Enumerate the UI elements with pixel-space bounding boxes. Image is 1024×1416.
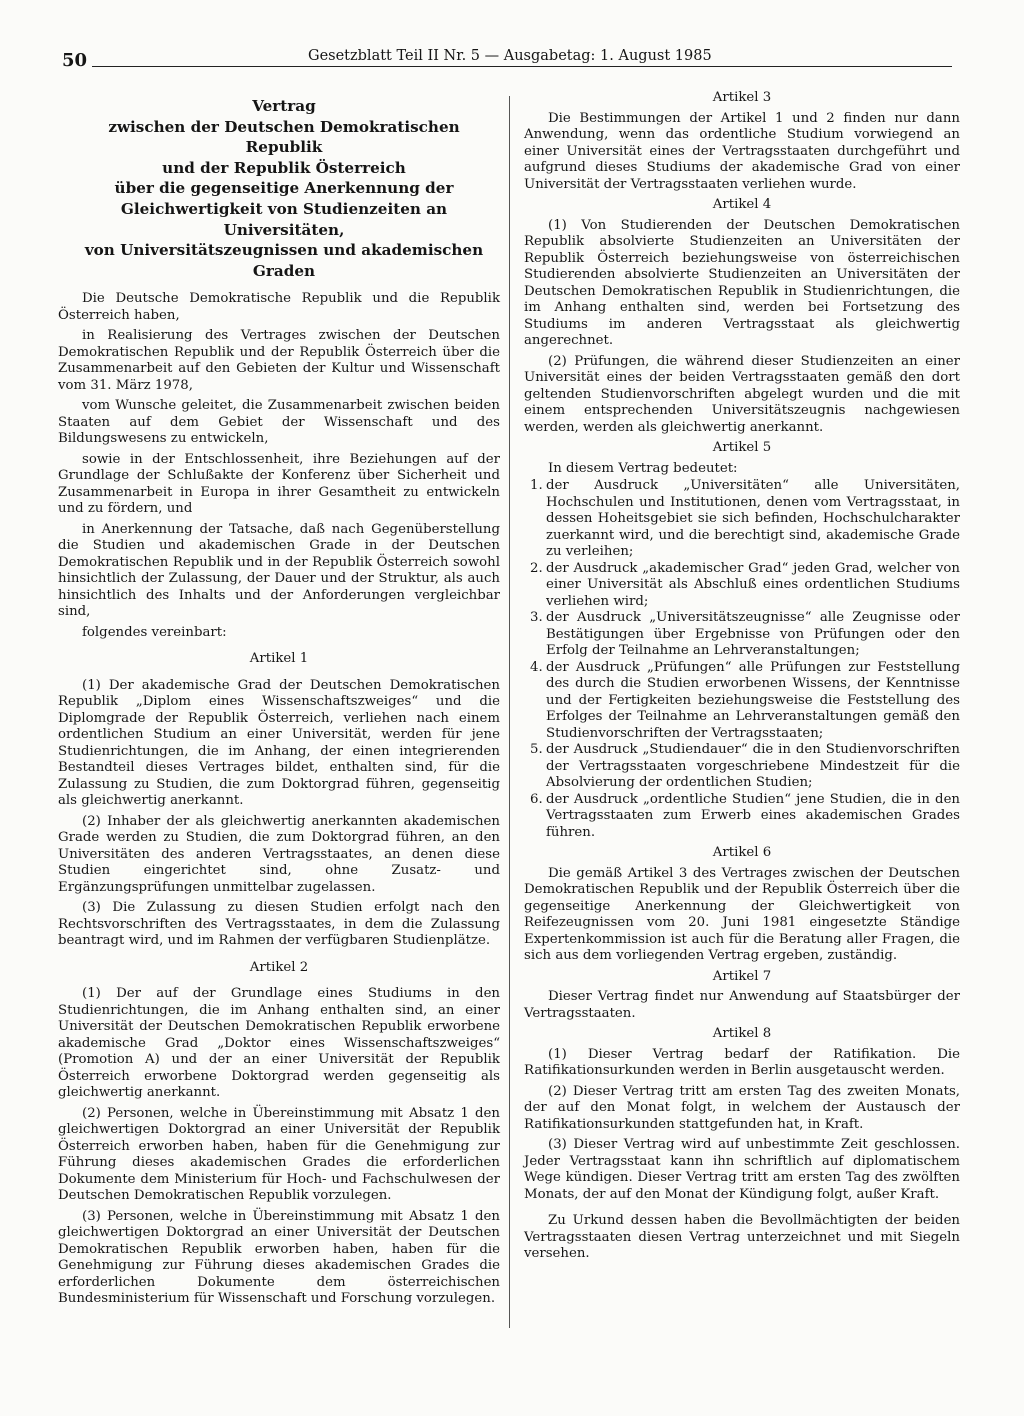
article-paragraph: (1) Von Studierenden der Deutschen Demokratischen Republik absolvierte Studienzeiten an Universitäten der Republik Österreich beziehungsweise von österreichischen Studierenden absolvierte Studienzeiten an Universitäten der Deutschen Demokratischen Republik in Studienrichtungen, die im Anhang enthalten sind, werden bei Fortsetzung des Studiums im anderen Vertragsstaat als gleichwertig angerechnet. bbox=[524, 217, 960, 348]
article-heading: Artikel 6 bbox=[712, 845, 772, 860]
article-8 bbox=[524, 1026, 960, 1203]
article-6 bbox=[524, 845, 960, 965]
title-line: Graden bbox=[252, 261, 316, 280]
definition-text: der Ausdruck „Universitätszeugnisse“ alle Zeugnisse oder Bestätigungen über Ergebnisse von Prüfungen oder den Erfolg der Teilnahme an Lehrveranstaltungen; bbox=[546, 610, 960, 658]
preamble-paragraph: in Anerkennung der Tatsache, daß nach Gegenüberstellung die Studien und akademischen Grade in der Deutschen Demokratischen Republik und in der Republik Österreich sowohl hinsichtlich der Zulassung, der Dauer und der Struktur, als auch hinsichtlich des Inhalts und der Anforderungen vergleichbar sind, bbox=[58, 521, 500, 620]
article-heading: Artikel 3 bbox=[712, 90, 772, 105]
definition-number: 6. bbox=[530, 791, 543, 807]
definition-item bbox=[524, 561, 960, 611]
article-paragraph: (2) Personen, welche in Übereinstimmung mit Absatz 1 den gleichwertigen Doktorgrad an einer Universität der Republik Österreich erworben haben, haben für die Genehmigung zur Führung dieses akademischen Grades die erforderlichen Dokumente dem Ministerium für Hoch- und Fachschulwesen der Deutschen Demokratischen Republik vorzulegen. bbox=[58, 1105, 500, 1204]
definition-text: der Ausdruck „akademischer Grad“ jeden Grad, welcher von einer Universität als Abschluß eines ordentlichen Studiums verliehen wird; bbox=[546, 560, 960, 609]
definition-item bbox=[524, 610, 960, 660]
definition-number: 1. bbox=[530, 478, 543, 493]
article-paragraph: (1) Der akademische Grad der Deutschen Demokratischen Republik „Diplom eines Wissenschaftszweiges“ und die Diplomgrade der Republik Österreich, verliehen nach einem ordentlichen Studium an einer Universität, werden für jene Studienrichtungen, die im Anhang, der einen integrierenden Bestandteil dieses Vertrages bildet, enthalten sind, für die Zulassung zu Studien, die zum Doktorgrad führen, gegenseitig als gleichwertig anerkannt. bbox=[58, 677, 500, 809]
preamble-paragraph: sowie in der Entschlossenheit, ihre Beziehungen auf der Grundlage der Schlußakte der Konferenz über Sicherheit und Zusammenarbeit in Europa in ihrer Gesamtheit zu entwickeln und zu fördern, und bbox=[58, 451, 500, 517]
article-heading: Artikel 8 bbox=[712, 1026, 772, 1041]
definition-number: 3. bbox=[530, 610, 543, 625]
page-header bbox=[62, 46, 952, 70]
definition-number: 2. bbox=[530, 560, 543, 576]
preamble-paragraph: vom Wunsche geleitet, die Zusammenarbeit zwischen beiden Staaten auf dem Gebiet der Wissenschaft und des Bildungswesens zu entwickeln, bbox=[58, 398, 500, 447]
definition-number: 5. bbox=[530, 742, 543, 757]
definition-text: der Ausdruck „Studiendauer“ die in den Studienvorschriften der Vertragsstaaten vorgeschriebene Mindestzeit für die Absolvierung der ordentlichen Studien; bbox=[546, 742, 960, 790]
page-number: 50 bbox=[62, 50, 88, 71]
definition-number: 4. bbox=[530, 659, 543, 675]
definition-item bbox=[524, 660, 960, 743]
definition-text: der Ausdruck „Prüfungen“ alle Prüfungen zur Feststellung des durch die Studien erworbenen Wissens, der Kenntnisse und der Fertigkeiten beziehungsweise die Feststellung des Erfolges der Teilnahme an Lehrveranstaltungen gemäß den Studienvorschriften der Vertragsstaaten; bbox=[546, 659, 960, 741]
article-2 bbox=[58, 960, 500, 1308]
title-line: zwischen der Deutschen Demokratischen Republik bbox=[108, 117, 460, 157]
article-paragraph: (2) Prüfungen, die während dieser Studienzeiten an einer Universität eines der beiden Vertragsstaaten gemäß den dort geltenden Studienvorschriften abgelegt wurden und die mit einem entsprechenden Universitätszeugnis nachgewiesen werden, werden als gleichwertig anerkannt. bbox=[524, 353, 960, 435]
right-column bbox=[524, 90, 960, 1267]
title-line: über die gegenseitige Anerkennung der bbox=[114, 179, 454, 198]
definition-text: der Ausdruck „ordentliche Studien“ jene Studien, die in den Vertragsstaaten zum Erwerb eines akademischen Grades führen. bbox=[546, 791, 960, 840]
treaty-title bbox=[58, 96, 500, 281]
article-paragraph: (3) Die Zulassung zu diesen Studien erfolgt nach den Rechtsvorschriften des Vertragsstaates, in dem die Zulassung beantragt wird, und im Rahmen der verfügbaren Studienplätze. bbox=[58, 900, 500, 949]
article-3 bbox=[524, 90, 960, 193]
article-paragraph: (3) Dieser Vertrag wird auf unbestimmte Zeit geschlossen. Jeder Vertragsstaat kann ihn schriftlich auf diplomatischem Wege kündigen. Dieser Vertrag tritt am ersten Tag des zwölften Monats, der auf den Monat der Kündigung folgt, außer Kraft. bbox=[524, 1137, 960, 1202]
article-heading: Artikel 1 bbox=[249, 651, 309, 667]
article-heading: Artikel 7 bbox=[712, 968, 772, 984]
closing-clause: Zu Urkund dessen haben die Bevollmächtigten der beiden Vertragsstaaten diesen Vertrag unterzeichnet und mit Siegeln versehen. bbox=[524, 1213, 960, 1261]
preamble bbox=[58, 291, 500, 641]
preamble-paragraph: Die Deutsche Demokratische Republik und die Republik Österreich haben, bbox=[58, 291, 500, 323]
preamble-paragraph: folgendes vereinbart: bbox=[82, 624, 227, 640]
article-paragraph: (3) Personen, welche in Übereinstimmung mit Absatz 1 den gleichwertigen Doktorgrad an einer Universität der Deutschen Demokratischen Republik erworben haben, haben für die Genehmigung zur Führung dieses akademischen Grades die erforderlichen Dokumente dem österreichischen Bundesministerium für Wissenschaft und Forschung vorzulegen. bbox=[58, 1208, 500, 1307]
article-5 bbox=[524, 440, 960, 841]
article-7 bbox=[524, 969, 960, 1023]
article-heading: Artikel 2 bbox=[249, 959, 309, 975]
header-rule bbox=[92, 66, 952, 67]
article-paragraph: (1) Der auf der Grundlage eines Studiums in den Studienrichtungen, die im Anhang enthalten sind, an einer Universität der Deutschen Demokratischen Republik erworbene akademische Grad „Doktor eines Wissenschaftszweiges“ (Promotion A) und der an einer Universität der Republik Österreich erworbene Doktorgrad werden gegenseitig als gleichwertig anerkannt. bbox=[58, 986, 500, 1101]
article-paragraph: Dieser Vertrag findet nur Anwendung auf Staatsbürger der Vertragsstaaten. bbox=[524, 989, 960, 1021]
article-heading: Artikel 4 bbox=[712, 197, 772, 212]
definition-item bbox=[524, 792, 960, 842]
title-line: Vertrag bbox=[252, 97, 316, 115]
definitions-list bbox=[524, 478, 960, 841]
definition-item bbox=[524, 478, 960, 561]
preamble-paragraph: in Realisierung des Vertrages zwischen der Deutschen Demokratischen Republik und der Republik Österreich über die Zusammenarbeit auf den Gebieten der Kultur und Wissenschaft vom 31. März 1978, bbox=[58, 328, 500, 393]
title-line: Gleichwertigkeit von Studienzeiten an Universitäten, bbox=[120, 199, 448, 239]
definitions-intro: In diesem Vertrag bedeutet: bbox=[548, 460, 738, 476]
title-line: von Universitätszeugnissen und akademischen bbox=[84, 241, 484, 260]
definition-item bbox=[524, 742, 960, 792]
left-column bbox=[58, 96, 500, 1312]
article-paragraph: (1) Dieser Vertrag bedarf der Ratifikation. Die Ratifikationsurkunden werden in Berlin ausgetauscht werden. bbox=[524, 1046, 960, 1078]
article-4 bbox=[524, 197, 960, 436]
article-heading: Artikel 5 bbox=[712, 440, 772, 455]
article-1 bbox=[58, 651, 500, 950]
article-paragraph: Die gemäß Artikel 3 des Vertrages zwischen der Deutschen Demokratischen Republik und der Republik Österreich über die gegenseitige Anerkennung der Gleichwertigkeit von Reifezeugnissen vom 20. Juni 1981 eingesetzte Ständige Expertenkommission ist auch für die Beratung aller Fragen, die sich aus dem vorliegenden Vertrag ergeben, zuständig. bbox=[524, 865, 960, 963]
column-divider bbox=[509, 96, 510, 1328]
article-paragraph: (2) Inhaber der als gleichwertig anerkannten akademischen Grade werden zu Studien, die zum Doktorgrad führen, an den Universitäten des anderen Vertragsstaates, an denen diese Studien eingerichtet sind, ohne Zusatz- und Ergänzungsprüfungen unmittelbar zugelassen. bbox=[58, 813, 500, 895]
article-paragraph: (2) Dieser Vertrag tritt am ersten Tag des zweiten Monats, der auf den Monat folgt, in welchem der Austausch der Ratifikationsurkunden stattgefunden hat, in Kraft. bbox=[524, 1083, 960, 1132]
definition-text: der Ausdruck „Universitäten“ alle Universitäten, Hochschulen und Institutionen, denen vom Vertragsstaat, in dessen Hoheitsgebiet sie sich befinden, Hochschulcharakter zuerkannt wird, und die berechtigt sind, akademische Grade zu verleihen; bbox=[546, 478, 960, 559]
title-line: und der Republik Österreich bbox=[162, 158, 406, 177]
running-title: Gesetzblatt Teil II Nr. 5 — Ausgabetag: 1. August 1985 bbox=[308, 48, 712, 64]
article-paragraph: Die Bestimmungen der Artikel 1 und 2 finden nur dann Anwendung, wenn das ordentliche Studium vorwiegend an einer Universität eines der Vertragsstaaten durchgeführt und aufgrund dieses Studiums der akademische Grad von einer Universität der Vertragsstaaten verliehen wurde. bbox=[524, 110, 960, 192]
